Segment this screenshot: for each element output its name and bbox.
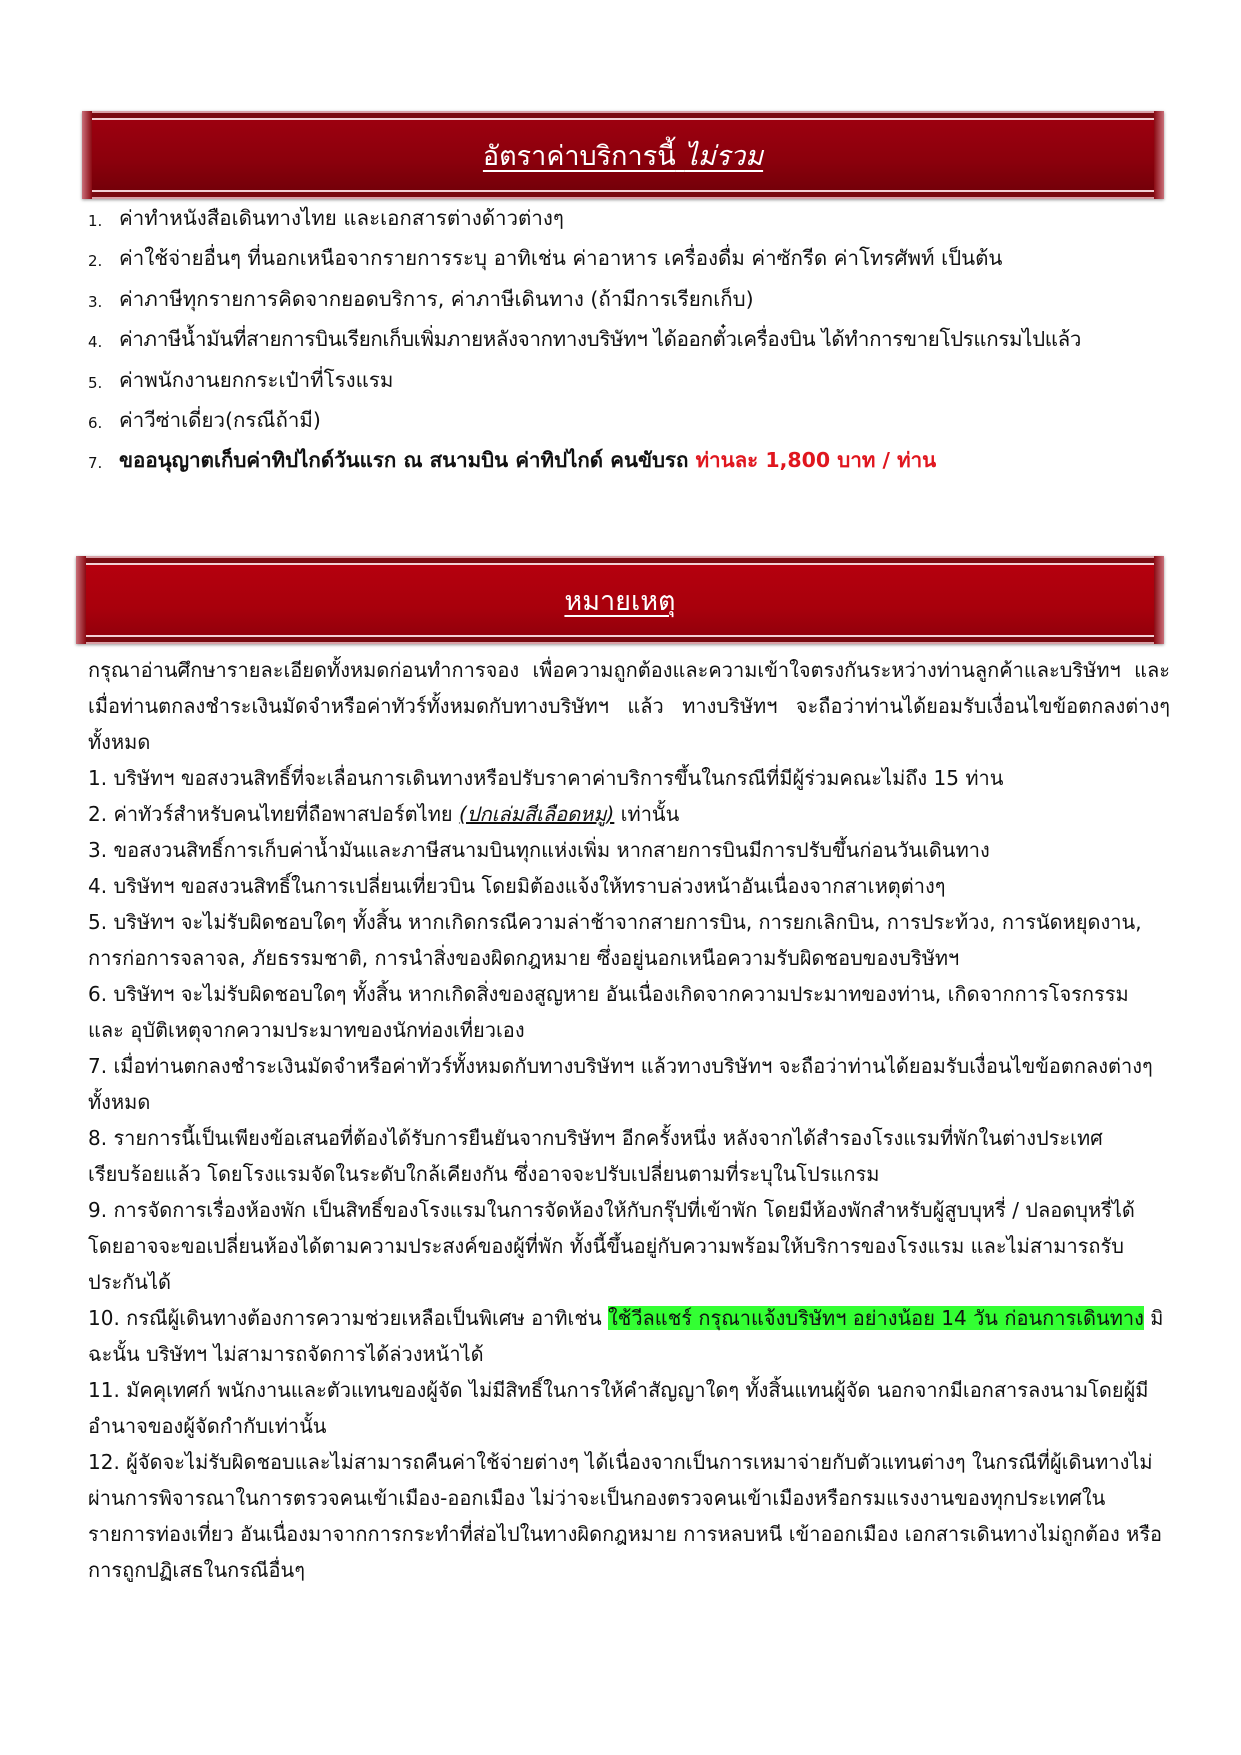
note-item: 5. บริษัทฯ จะไม่รับผิดชอบใดๆ ทั้งสิ้น หากเกิดกรณีความล่าช้าจากสายการบิน, การยกเลิกบิน, การประท้วง, การนัดหยุดงาน,	[88, 910, 1142, 934]
exclusions-list	[88, 206, 1178, 489]
note-item: 12. ผู้จัดจะไม่รับผิดชอบและไม่สามารถคืนค่าใช้จ่ายต่างๆ ได้เนื่องจากเป็นการเหมาจ่ายกับตัวแทนต่างๆ ในกรณีที่ผู้เดินทางไม่ผ่านการพิจารณาในการตรวจคนเข้าเมือง-ออกเมือง ไม่ว่าจะเป็นกองตรวจคนเข้าเมืองหรือกรมแรงงานของทุกประเทศในรายการท่องเที่ยว อันเนื่องมาจากการกระทำที่ส่อไปในทางผิดกฎหมาย การหลบหนี เข้าออกเมือง เอกสารเดินทางไม่ถูกต้อง หรือ การถูกปฏิเสธในกรณีอื่นๆ	[88, 1450, 1163, 1582]
note-item: 9. การจัดการเรื่องห้องพัก เป็นสิทธิ์ของโรงแรมในการจัดห้องให้กับกรุ๊ปที่เข้าพัก โดยมีห้องพักสำหรับผู้สูบบุหรี่ / ปลอดบุหรี่ได้ โดยอาจจะขอเปลี่ยนห้องได้ตามความประสงค์ของผู้ที่พัก ทั้งนี้ขึ้นอยู่กับความพร้อมให้บริการของโรงแรม และไม่สามารถรับประกันได้	[88, 1198, 1135, 1294]
note-item: 1. บริษัทฯ ขอสงวนสิทธิ์ที่จะเลื่อนการเดินทางหรือปรับราคาค่าบริการขึ้นในกรณีที่มีผู้ร่วมคณะไม่ถึง 15 ท่าน	[88, 766, 1004, 790]
notes-body	[88, 652, 1170, 1588]
item-number: 4.	[88, 333, 103, 352]
note-item: 11. มัคคุเทศก์ พนักงานและตัวแทนของผู้จัด ไม่มีสิทธิ์ในการให้คำสัญญาใดๆ ทั้งสิ้นแทนผู้จัด นอกจากมีเอกสารลงนามโดยผู้มีอำนาจของผู้จัดกำกับเท่านั้น	[88, 1378, 1149, 1438]
note-text: 10. กรณีผู้เดินทางต้องการความช่วยเหลือเป็นพิเศษ อาทิเช่น	[88, 1306, 608, 1330]
item-text: ค่าทำหนังสือเดินทางไทย และเอกสารต่างด้าวต่างๆ	[119, 206, 564, 230]
note-text: เท่านั้น	[614, 802, 680, 826]
item-number: 2.	[88, 252, 103, 271]
exclusion-item-tip	[88, 448, 1178, 473]
note-item: 6. บริษัทฯ จะไม่รับผิดชอบใดๆ ทั้งสิ้น หากเกิดสิ่งของสูญหาย อันเนื่องเกิดจากความประมาทของท่าน, เกิดจากการโจรกรรม และ อุบัติเหตุจากความประมาทของนักท่องเที่ยวเอง	[88, 982, 1129, 1042]
note-item: 3. ขอสงวนสิทธิ์การเก็บค่าน้ำมันและภาษีสนามบินทุกแห่งเพิ่ม หากสายการบินมีการปรับขึ้นก่อนวันเดินทาง	[88, 838, 990, 862]
item-number: 5.	[88, 373, 103, 392]
item-number: 7.	[88, 454, 103, 473]
notes-intro: กรุณาอ่านศึกษารายละเอียดทั้งหมดก่อนทำการจอง เพื่อความถูกต้องและความเข้าใจตรงกันระหว่างท่านลูกค้าและบริษัทฯ และเมื่อท่านตกลงชำระเงินมัดจำหรือค่าทัวร์ทั้งหมดกับทางบริษัทฯ แล้ว ทางบริษัทฯ จะถือว่าท่านได้ยอมรับเงื่อนไขข้อตกลงต่างๆ ทั้งหมด	[88, 658, 1170, 754]
exclusions-title-main: อัตราค่าบริการนี้	[482, 140, 676, 172]
exclusion-item	[88, 408, 1178, 433]
note-item: 4. บริษัทฯ ขอสงวนสิทธิ์ในการเปลี่ยนเที่ยวบิน โดยมิต้องแจ้งให้ทราบล่วงหน้าอันเนื่องจากสาเหตุต่างๆ	[88, 874, 946, 898]
notes-title: หมายเหตุ	[564, 585, 676, 617]
item-text: ค่าภาษีน้ำมันที่สายการบินเรียกเก็บเพิ่มภายหลังจากทางบริษัทฯ ได้ออกตั๋วเครื่องบิน ได้ทำการขายโปรแกรมไปแล้ว	[119, 327, 1082, 352]
note-item: การก่อการจลาจล, ภัยธรรมชาติ, การนำสิ่งของผิดกฎหมาย ซึ่งอยู่นอกเหนือความรับผิดชอบของบริษัทฯ	[88, 946, 960, 970]
note-text: 2. ค่าทัวร์สำหรับคนไทยที่ถือพาสปอร์ตไทย	[88, 802, 459, 826]
note-item: 8. รายการนี้เป็นเพียงข้อเสนอที่ต้องได้รับการยืนยันจากบริษัทฯ อีกครั้งหนึ่ง หลังจากได้สำรองโรงแรมที่พักในต่างประเทศเรียบร้อยแล้ว โดยโรงแรมจัดในระดับใกล้เคียงกัน ซึ่งอาจจะปรับเปลี่ยนตามที่ระบุในโปรแกรม	[88, 1126, 1103, 1186]
item-number: 3.	[88, 292, 103, 311]
item-text: ค่าภาษีทุกรายการคิดจากยอดบริการ, ค่าภาษีเดินทาง (ถ้ามีการเรียกเก็บ)	[119, 286, 754, 311]
wheelchair-highlight: ใช้วีลแชร์ กรุณาแจ้งบริษัทฯ อย่างน้อย 14 วัน ก่อนการเดินทาง	[607, 1306, 1144, 1330]
note-item	[88, 796, 1170, 832]
exclusion-item	[88, 368, 1178, 393]
exclusion-item	[88, 206, 1178, 231]
exclusions-title-italic: ไม่รวม	[684, 140, 764, 172]
item-text: ค่าใช้จ่ายอื่นๆ ที่นอกเหนือจากรายการระบุ อาทิเช่น ค่าอาหาร เครื่องดื่ม ค่าซักรีด ค่าโทรศัพท์ เป็นต้น	[119, 246, 1003, 271]
note-item: 7. เมื่อท่านตกลงชำระเงินมัดจำหรือค่าทัวร์ทั้งหมดกับทางบริษัทฯ แล้วทางบริษัทฯ จะถือว่าท่านได้ยอมรับเงื่อนไขข้อตกลงต่างๆ ทั้งหมด	[88, 1054, 1153, 1114]
note-text: มิฉะนั้น บริษัทฯ ไม่สามารถจัดการได้ล่วงหน้าได้	[88, 1306, 1164, 1366]
note-item	[88, 1300, 1170, 1372]
item-text: ค่าวีซ่าเดี่ยว(กรณีถ้ามี)	[119, 407, 321, 432]
exclusion-item	[88, 327, 1178, 352]
exclusions-header-banner	[82, 111, 1164, 199]
exclusions-title	[483, 134, 763, 177]
item-number: 1.	[88, 212, 103, 230]
tip-price: ท่านละ 1,800 บาท / ท่าน	[695, 448, 937, 473]
exclusion-item	[88, 246, 1178, 271]
passport-color-note: (ปกเล่มสีเลือดหมู)	[458, 802, 615, 826]
item-number: 6.	[88, 413, 103, 432]
tip-text: ขออนุญาตเก็บค่าทิปไกด์วันแรก ณ สนามบิน ค่าทิปไกด์ คนขับรถ	[119, 448, 689, 473]
exclusion-item	[88, 287, 1178, 312]
item-text: ค่าพนักงานยกกระเป๋าที่โรงแรม	[119, 367, 394, 392]
notes-header-banner	[76, 556, 1164, 644]
